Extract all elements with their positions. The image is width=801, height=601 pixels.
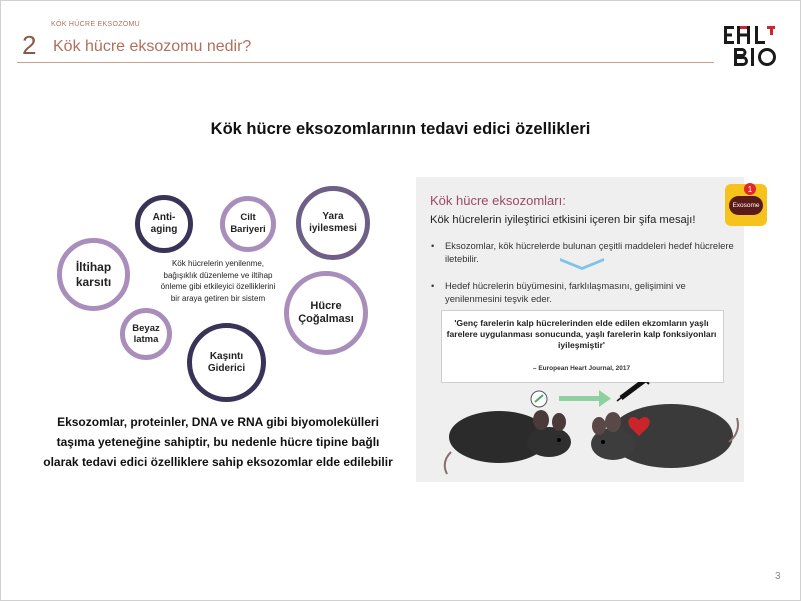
panel-subheading: Kök hücrelerin iyileştirici etkisini içeren bir şifa mesajı! — [430, 214, 696, 226]
diagram-center-text: Kök hücrelerin yenilenme, bağışıklık düzenleme ve iltihap önleme gibi etkileyici özelliklerini bir araya getiren bir sistem — [160, 259, 276, 303]
circle-anti-aging: Anti-aging — [135, 195, 193, 253]
slide-title: Kök hücre eksozomu nedir? — [53, 38, 252, 55]
circle-yara: Yara iyilesmesi — [296, 186, 370, 260]
page-number: 3 — [775, 571, 781, 582]
exosome-bubble: Exosome — [729, 196, 763, 215]
notification-badge: 1 — [744, 183, 756, 195]
bullet-item-2 — [431, 279, 737, 305]
bottom-summary: Eksozomlar, proteinler, DNA ve RNA gibi biyomolekülleri taşıma yeteneğine sahiptir, bu nedenle hücre tipine bağlı olarak tedavi edici özelliklere sahip eksozomlar elde edilebilir — [43, 415, 393, 469]
bullet-text-2: Hedef hücrelerin büyümesini, farklılaşmasını, gelişimini ve yenilenmesini teşvik eder. — [445, 280, 686, 304]
panel-heading: Kök hücre eksozomları: — [430, 193, 566, 208]
exosome-capsule-icon — [531, 391, 547, 407]
syringe-icon — [617, 382, 649, 401]
circle-cilt: Cilt Bariyeri — [220, 196, 276, 252]
green-arrow-icon — [559, 390, 611, 407]
quote-text: 'Genç farelerin kalp hücrelerinden elde edilen ekzomların yaşlı farelere uygulanması sonucunda, yaşlı farelerin kalp fonksiyonları iyileşmiştir' — [446, 318, 717, 350]
section-kicker: KÖK HÜCRE EKSOZOMU — [51, 21, 141, 28]
bullet-text-1: Eksozomlar, kök hücrelerde bulunan çeşitli maddeleri hedef hücrelere iletebilir. — [445, 240, 734, 264]
circle-iltihap: İltihap karsıtı — [57, 238, 130, 311]
bullet-dot-icon: • — [431, 280, 435, 291]
chevron-down-icon — [560, 258, 604, 270]
circle-kasinti: Kaşıntı Giderici — [187, 323, 266, 402]
main-title: Kök hücre eksozomlarının tedavi edici özellikleri — [210, 120, 591, 138]
header-rule — [17, 62, 714, 63]
old-mouse-icon — [591, 404, 738, 468]
mice-illustration — [441, 382, 741, 480]
ehlbio-logo — [722, 22, 780, 70]
circle-hucre: Hücre Çoğalması — [284, 271, 368, 355]
slide-number: 2 — [22, 30, 37, 60]
circle-beyaz: Beyaz latma — [120, 308, 172, 360]
young-mouse-icon — [445, 410, 571, 474]
quote-citation: – European Heart Journal, 2017 — [532, 365, 631, 372]
bullet-dot-icon: • — [431, 240, 435, 251]
